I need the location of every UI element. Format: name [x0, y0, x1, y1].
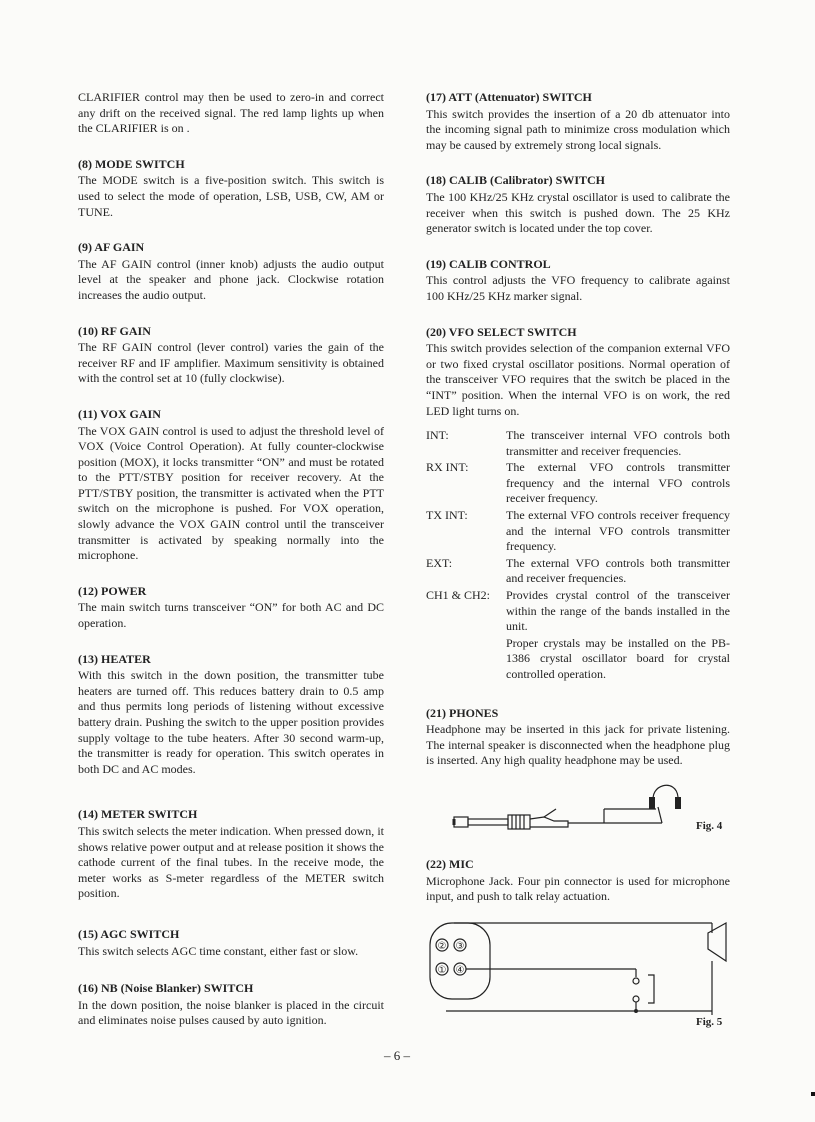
section-noise-blanker	[78, 981, 384, 1029]
vfo-modes-table	[426, 428, 730, 684]
vfo-mode-row	[426, 428, 730, 460]
section-meter-switch	[78, 807, 384, 902]
vfo-mode-key: RX INT:	[426, 460, 469, 475]
figure-4	[426, 779, 730, 847]
vfo-mode-desc: The transceiver internal VFO controls both transmitter and receiver frequencies.	[506, 428, 730, 458]
vfo-mode-key: INT:	[426, 428, 449, 443]
figure-5-label: Fig. 5	[696, 1015, 723, 1028]
section-heading: (19) CALIB CONTROL	[426, 256, 551, 271]
section-heading: (16) NB (Noise Blanker) SWITCH	[78, 981, 254, 996]
section-heading: (20) VFO SELECT SWITCH	[426, 324, 577, 339]
section-body: Microphone Jack. Four pin connector is used for microphone input, and push to talk relay actuation.	[426, 873, 730, 904]
figure-5	[426, 919, 730, 1028]
left-column	[78, 90, 384, 1029]
section-body: This switch selects the meter indication. When pressed down, it shows relative power output and at release position it shows the cathode current of the final tubes. In the receive mode, the meter works as S-meter regardless of the METER switch position.	[78, 823, 384, 901]
section-rf-gain	[78, 324, 384, 387]
section-body: This switch provides selection of the companion external VFO or two fixed crystal oscillator positions. Normal operation of the transceiver VFO requires that the switch be placed in the “INT” position. When the internal VFO is on work, the red LED light turns on.	[426, 341, 730, 418]
vfo-mode-row	[426, 636, 730, 684]
intro-paragraph: CLARIFIER control may then be used to zero-in and correct any drift on the received signal. The red lamp lights up when the CLARIFIER is on .	[78, 90, 384, 136]
vfo-mode-key: TX INT:	[426, 508, 468, 523]
headphone-plug-diagram	[426, 779, 730, 847]
section-heading: (22) MIC	[426, 856, 474, 871]
section-power	[78, 584, 384, 632]
page-number: – 6 –	[384, 1048, 410, 1063]
vfo-mode-row	[426, 588, 730, 636]
section-af-gain	[78, 240, 384, 303]
section-heading: (21) PHONES	[426, 705, 499, 720]
section-mic	[426, 857, 730, 905]
section-calib-switch	[426, 173, 730, 236]
section-body: This switch provides the insertion of a 20 db attenuator into the incoming signal path to minimize cross modulation which may be caused by extremely strong local signals.	[426, 106, 730, 152]
vfo-mode-desc: The external VFO controls transmitter frequency and the internal VFO controls receiver frequency.	[506, 460, 730, 506]
section-body: The RF GAIN control (lever control) varies the gain of the receiver RF and IF amplifier. Maximum sensitivity is obtained with the control set at 10 (fully clockwise).	[78, 340, 384, 386]
section-calib-control	[426, 257, 730, 305]
section-heading: (8) MODE SWITCH	[78, 156, 185, 171]
pin-2-label: ②	[437, 940, 447, 952]
mic-connector-diagram	[426, 919, 730, 1023]
pin-3-label: ③	[455, 940, 465, 952]
vfo-mode-key: CH1 & CH2:	[426, 588, 491, 603]
vfo-mode-row	[426, 556, 730, 588]
section-body: The 100 KHz/25 KHz crystal oscillator is used to calibrate the receiver when this switch is pushed down. The 25 KHz generator switch is located under the top cover.	[426, 189, 730, 236]
vfo-mode-key	[426, 636, 506, 684]
pin-1-label: ①	[437, 964, 447, 976]
section-heater	[78, 652, 384, 778]
section-vfo-select	[426, 325, 730, 420]
section-body: The VOX GAIN control is used to adjust the threshold level of VOX (Voice Control Operation). At fully counter-clockwise position (MOX), it locks transmitter “ON” and must be rotated to the PTT/STBY position for receiver recovery. At the PTT/STBY position, the transmitter is activated when the PTT switch on the microphone is pushed. For VOX operation, slowly advance the VOX GAIN control until the transceiver transmitter is activated by speaking normally into the microphone.	[78, 423, 384, 563]
vfo-mode-desc: Provides crystal control of the transceiver within the range of the bands installed in the unit.	[506, 588, 730, 634]
vfo-mode-key: EXT:	[426, 555, 453, 570]
section-heading: (17) ATT (Attenuator) SWITCH	[426, 90, 592, 104]
section-heading: (14) METER SWITCH	[78, 807, 198, 822]
section-body: This switch selects AGC time constant, either fast or slow.	[78, 943, 359, 958]
right-column	[426, 90, 730, 1028]
vfo-mode-row	[426, 460, 730, 508]
section-body: The AF GAIN control (inner knob) adjusts the audio output level at the speaker and phone jack. Clockwise rotation increases the audio output.	[78, 256, 384, 302]
section-heading: (15) AGC SWITCH	[78, 926, 180, 941]
section-heading: (18) CALIB (Calibrator) SWITCH	[426, 173, 605, 188]
section-heading: (11) VOX GAIN	[78, 406, 161, 421]
vfo-mode-desc: The external VFO controls both transmitter and receiver frequencies.	[506, 555, 730, 586]
figure-4-label: Fig. 4	[696, 819, 723, 832]
section-body: Headphone may be inserted in this jack for private listening. The internal speaker is disconnected when the headphone plug is inserted. Any high quality headphone may be used.	[426, 722, 730, 768]
vfo-mode-desc: Proper crystals may be installed on the PB-1386 crystal oscillator board for crystal controlled operation.	[506, 635, 730, 681]
section-vox-gain	[78, 407, 384, 564]
section-heading: (10) RF GAIN	[78, 323, 151, 338]
vfo-mode-row	[426, 508, 730, 556]
section-body: The main switch turns transceiver “ON” for both AC and DC operation.	[78, 600, 384, 631]
section-phones	[426, 706, 730, 769]
section-body: This control adjusts the VFO frequency to calibrate against 100 KHz/25 KHz marker signal.	[426, 273, 730, 303]
section-heading: (13) HEATER	[78, 651, 151, 666]
pin-4-label: ④	[455, 964, 465, 976]
vfo-mode-desc: The external VFO controls receiver frequency and the internal VFO controls transmitter frequency.	[506, 508, 730, 554]
section-agc-switch	[78, 927, 384, 959]
section-heading: (9) AF GAIN	[78, 240, 145, 255]
section-body: The MODE switch is a five-position switch. This switch is used to select the mode of operation, LSB, USB, CW, AM or TUNE.	[78, 173, 384, 219]
section-body: With this switch in the down position, the transmitter tube heaters are turned off. This reduces battery drain to 0.5 amp and thus permits long periods of listening without excessive battery drain. Pushing the switch to the upper position provides supply voltage to the tube heaters. After 30 second warm-up, the transmitter is ready for operation. This switch operates in both DC and AC modes.	[78, 668, 384, 776]
section-body: In the down position, the noise blanker is placed in the circuit and eliminates noise pulses caused by auto ignition.	[78, 997, 384, 1028]
section-att-switch	[426, 90, 730, 153]
scan-mark	[811, 1092, 815, 1096]
section-heading: (12) POWER	[78, 583, 147, 598]
section-mode-switch	[78, 157, 384, 220]
